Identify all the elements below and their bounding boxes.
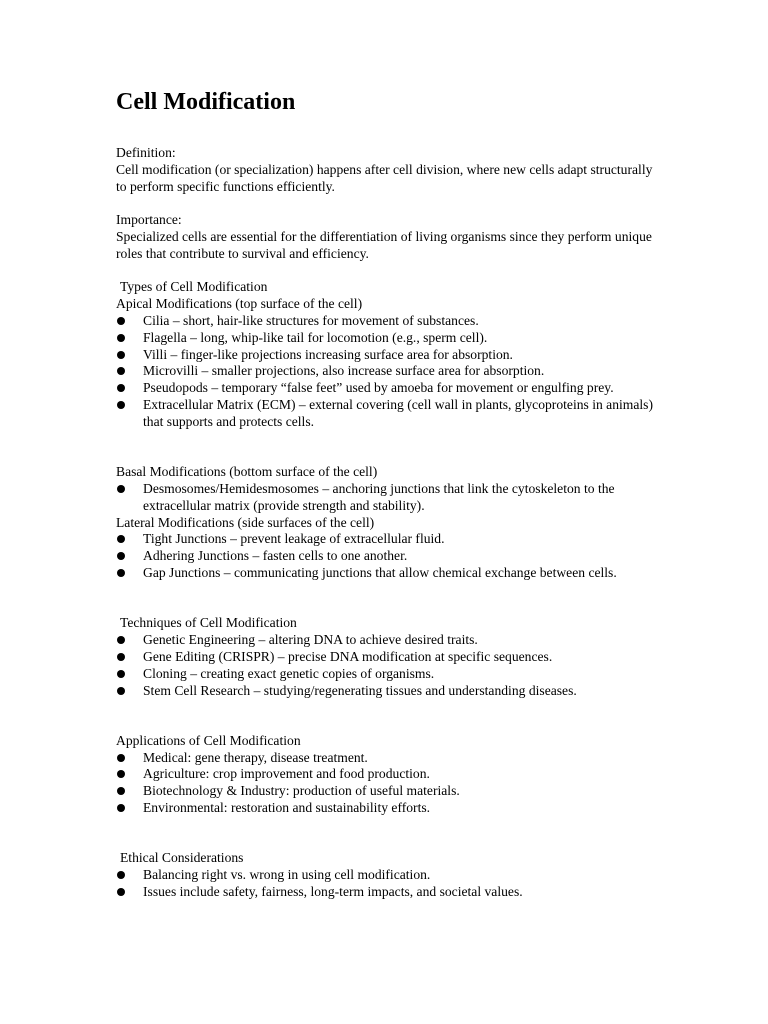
types-heading: Types of Cell Modification [120, 279, 268, 295]
lateral-heading: Lateral Modifications (side surfaces of the cell) [116, 514, 375, 530]
list-item: Villi – finger-like projections increasing surface area for absorption. [116, 347, 656, 364]
list-item: Gap Junctions – communicating junctions that allow chemical exchange between cells. [116, 565, 656, 582]
techniques-list [116, 632, 656, 699]
list-item: Microvilli – smaller projections, also increase surface area for absorption. [116, 363, 656, 380]
list-item: Issues include safety, fairness, long-term impacts, and societal values. [116, 884, 656, 901]
document-body [116, 88, 656, 901]
list-item: Pseudopods – temporary “false feet” used by amoeba for movement or engulfing prey. [116, 380, 656, 397]
list-item: Cloning – creating exact genetic copies of organisms. [116, 666, 656, 683]
list-item: Agriculture: crop improvement and food production. [116, 766, 656, 783]
list-item: Medical: gene therapy, disease treatment. [116, 750, 656, 767]
list-item: Tight Junctions – prevent leakage of extracellular fluid. [116, 531, 656, 548]
ethics-heading: Ethical Considerations [120, 850, 244, 866]
importance-text: Specialized cells are essential for the differentiation of living organisms since they perform unique roles that contribute to survival and efficiency. [116, 228, 652, 261]
definition-text: Cell modification (or specialization) happens after cell division, where new cells adapt structurally to perform specific functions efficiently. [116, 161, 653, 194]
list-item: Extracellular Matrix (ECM) – external covering (cell wall in plants, glycoproteins in animals) that supports and protects cells. [116, 397, 656, 431]
list-item: Balancing right vs. wrong in using cell modification. [116, 867, 656, 884]
list-item: Genetic Engineering – altering DNA to achieve desired traits. [116, 632, 656, 649]
techniques-heading: Techniques of Cell Modification [120, 615, 297, 631]
list-item: Flagella – long, whip-like tail for locomotion (e.g., sperm cell). [116, 330, 656, 347]
apical-list [116, 313, 656, 431]
importance-heading: Importance: [116, 212, 182, 228]
definition-heading: Definition: [116, 145, 176, 160]
applications-list [116, 750, 656, 817]
basal-heading: Basal Modifications (bottom surface of the cell) [116, 464, 378, 480]
list-item: Stem Cell Research – studying/regenerating tissues and understanding diseases. [116, 683, 656, 700]
lateral-list [116, 531, 656, 581]
list-item: Biotechnology & Industry: production of useful materials. [116, 783, 656, 800]
list-item: Environmental: restoration and sustainability efforts. [116, 800, 656, 817]
applications-heading: Applications of Cell Modification [116, 732, 301, 748]
list-item: Adhering Junctions – fasten cells to one another. [116, 548, 656, 565]
ethics-list [116, 867, 656, 901]
apical-heading: Apical Modifications (top surface of the cell) [116, 296, 363, 312]
list-item: Gene Editing (CRISPR) – precise DNA modification at specific sequences. [116, 649, 656, 666]
list-item: Desmosomes/Hemidesmosomes – anchoring junctions that link the cytoskeleton to the extracellular matrix (provide strength and stability). [116, 481, 656, 515]
page-title: Cell Modification [116, 89, 296, 115]
basal-list [116, 481, 656, 515]
list-item: Cilia – short, hair-like structures for movement of substances. [116, 313, 656, 330]
